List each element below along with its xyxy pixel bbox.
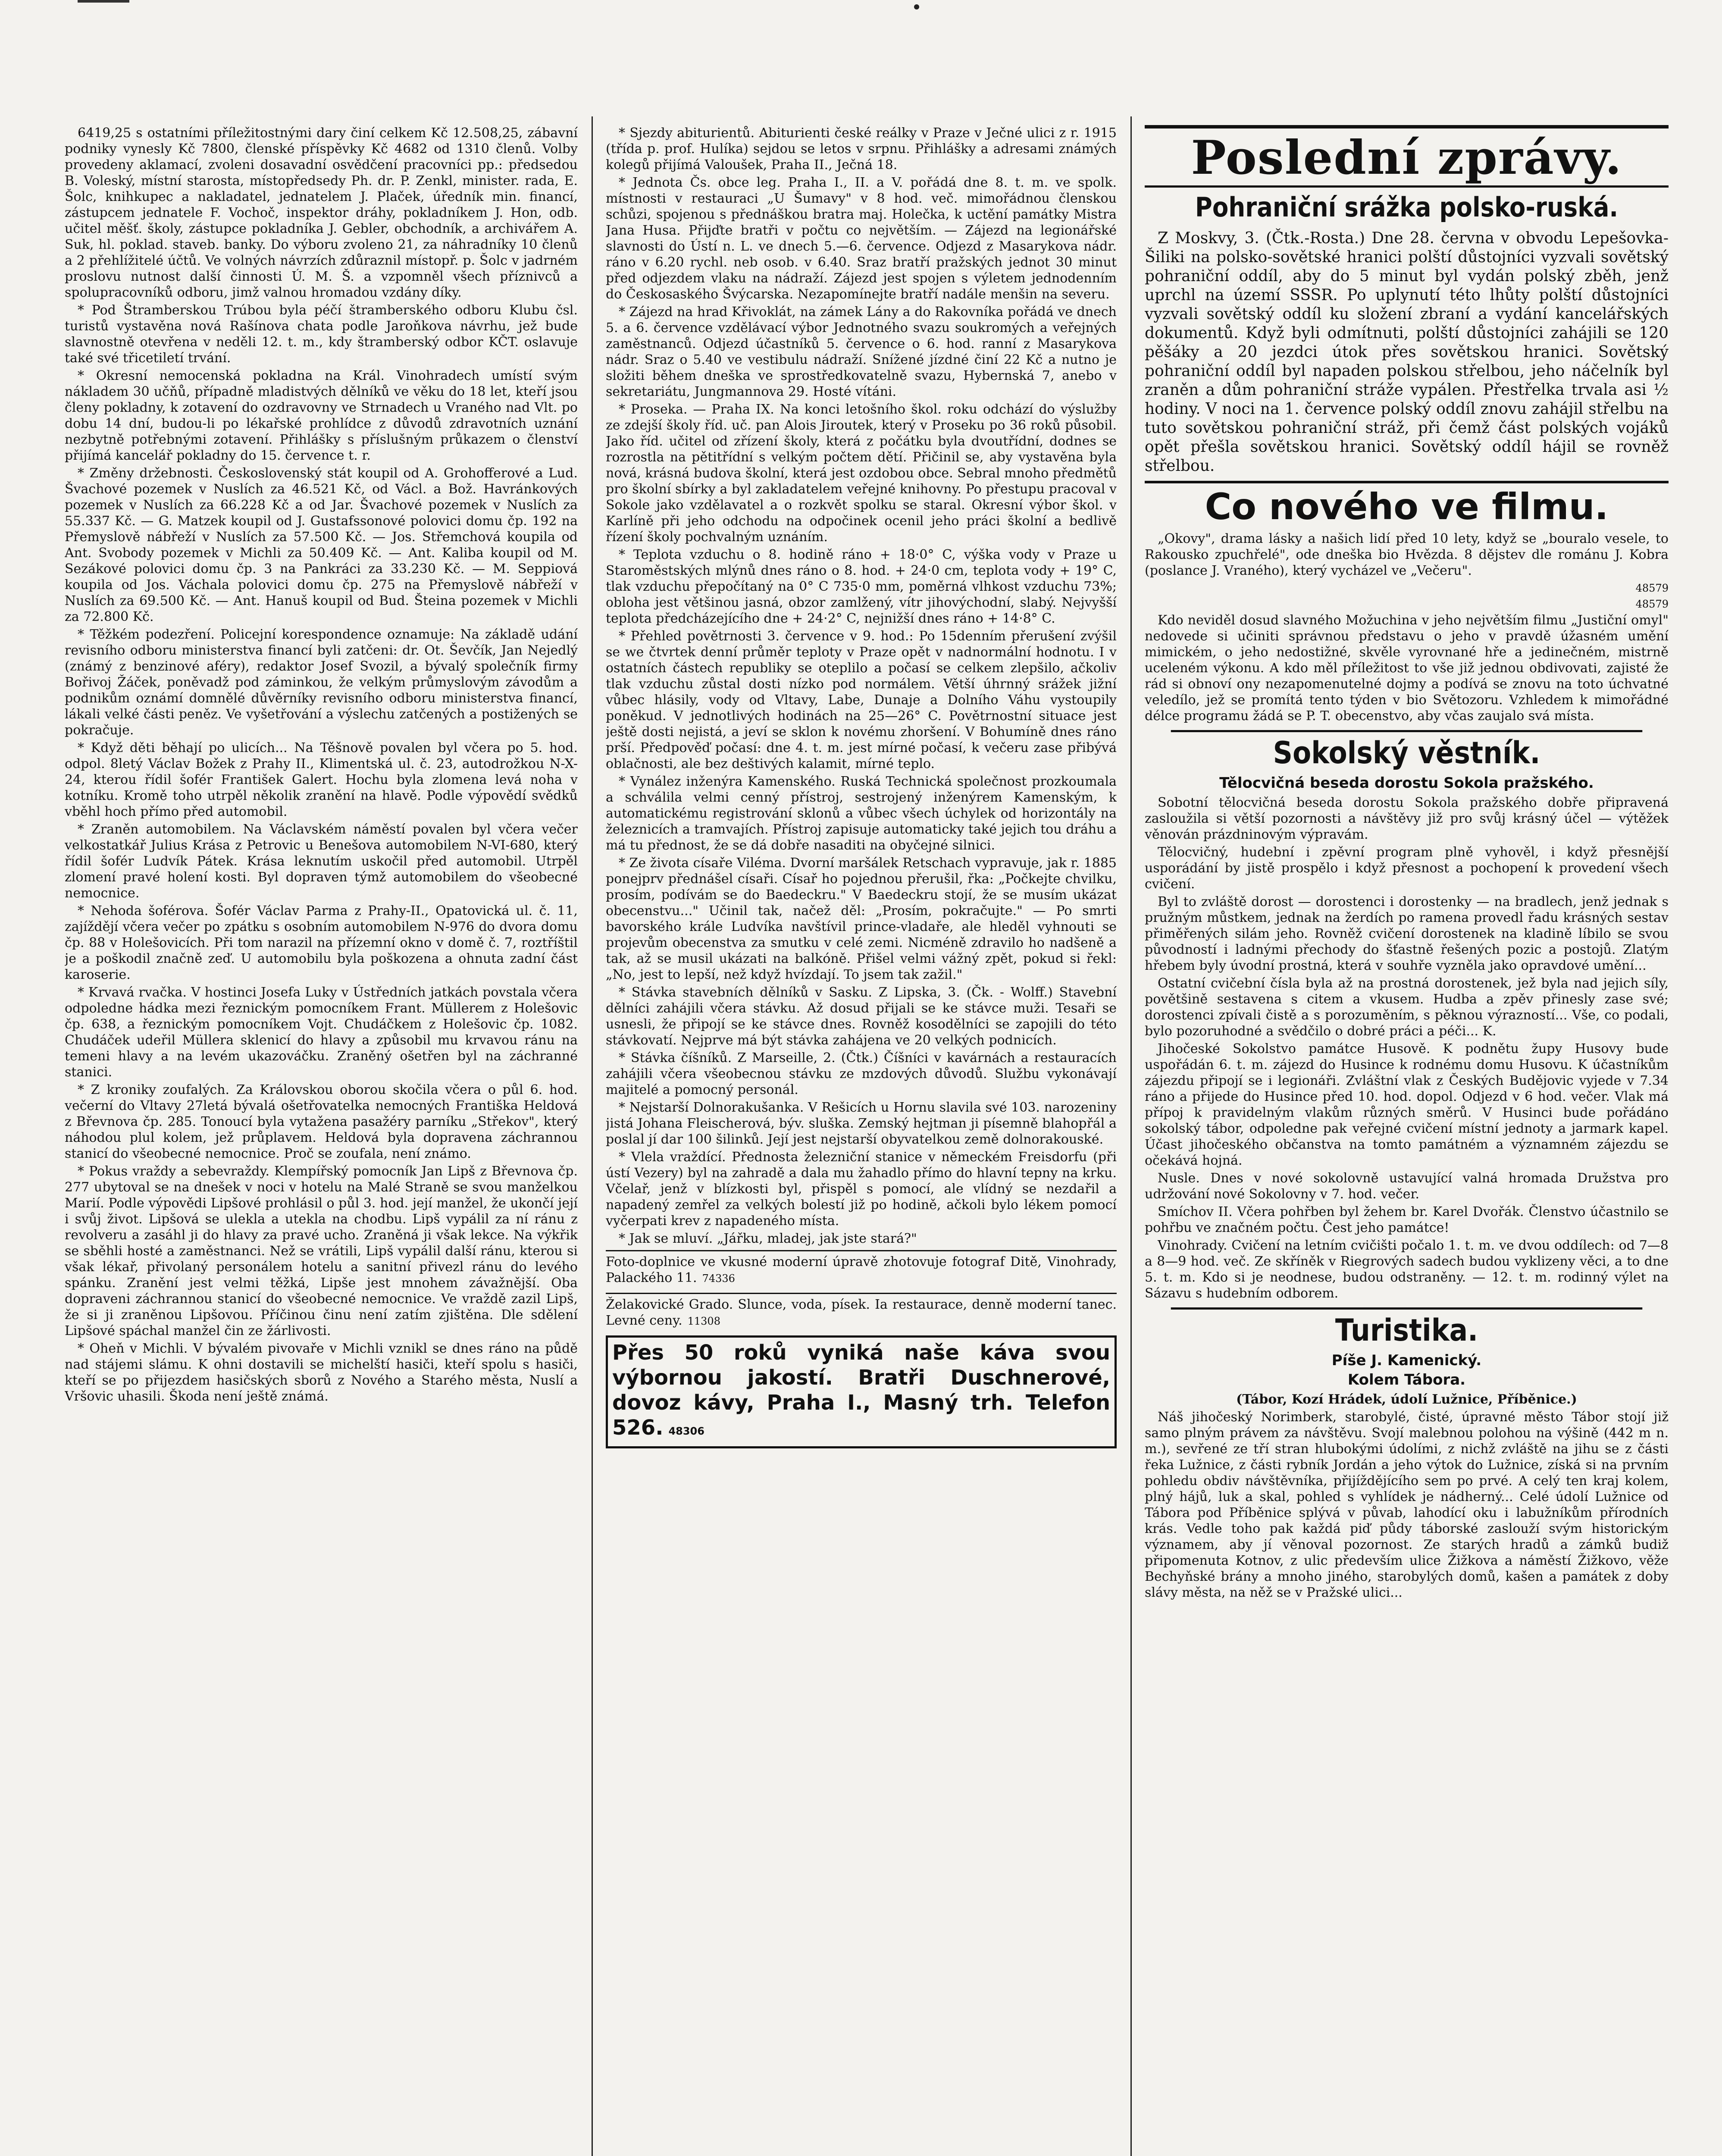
ad-text: Želakovické Grado. Slunce, voda, písek. Ia restaurace, denně moderní tanec. Levné ceny.: [606, 1297, 1117, 1328]
article-paragraph: Smíchov II. Včera pohřben byl žehem br. Karel Dvořák. Členstvo účastnilo se pohřbu ve značném počtu. Čest jeho památce!: [1145, 1204, 1669, 1235]
ad-number: 48579: [1635, 582, 1669, 594]
article-paragraph: 6419,25 s ostatními příležitostnými dary činí celkem Kč 12.508,25, zábavní podniky vynesly Kč 7800, členské příspěvky Kč 4682 od 1310 členů. Volby provedeny aklamací, zvoleni dosavadní osvědčení pracovníci pp.: předsedou B. Voleský, místní starosta, místopředsedy Ph. dr. P. Zenkl, minister. rada, E. Šolc, knihkupec a nakladatel, jednatelem J. Plaček, úředník min. financí, zástupcem jednatele F. Vochoč, inspektor dráhy, pokladníkem J. Hon, odb. učitel měšť. školy, zástupce pokladníka J. Gebler, obchodník, a archivářem A. Suk, hl. poklad. staveb. banky. Do výboru zvoleno 21, za náhradníky 10 členů a 2 přehlížitelé účtů. Ve volných návrzích zdůraznil místopř. p. Šolc v jadrném proslovu nutnost další činnosti Ú. M. Š. a vzpomněl všech příznivců a spolupracovníků odboru, jimž valnou hromadou vzdány díky.: [65, 125, 578, 300]
advertisement: [606, 1293, 1117, 1332]
article-paragraph: * Vlela vraždící. Přednosta železniční stanice v německém Freisdorfu (při ústí Vezery) byl na zahradě a dala mu žahadlo přímo do hlavní tepny na krku. Včelař, jenž v blízkosti byl, přispěl s pomocí, ale vlídný se nezdařil a napadený zemřel za velkých bolestí již po hodině, ačkoli bylo lékem pomocí vyčerpati krev z napadeného místa.: [606, 1150, 1117, 1228]
sokol-section-title: Sokolský věstník.: [1171, 730, 1643, 771]
tourism-route: (Tábor, Kozí Hrádek, údolí Lužnice, Příběnice.): [1236, 1392, 1577, 1407]
article-paragraph: Byl to zvláště dorost — dorostenci i dorostenky — na bradlech, jenž jednak s pružným můstkem, jednak na žerdích po ramena provedl řadu krásných sestav přiměřených silám jeho. Rovněž cvičení dorostenek na kladině líbilo se svou původností i ladnými přechody do šťastně řešených pozic a postojů. Zlatým hřebem byly úvodní prostná, která v souhře vyzněla jako opravdové umění...: [1145, 894, 1669, 973]
article-paragraph: * Přehled povětrnosti 3. července v 9. hod.: Po 15denním přerušení zvýšil se we čtvrtek denní průměr teploty v Praze opět v nadnormální hodnotu. I v ostatních částech republiky se oteplilo a počasí se celkem zlepšilo, ačkoliv tlak vzduchu zůstal dosti nízko pod normálem. Větší úhrnný srážek jižní vůbec hlásily, vody od Vltavy, Labe, Dunaje a Dolního Váhu vystoupily poněkud. V jednotlivých hodinách na 25—26° C. Povětrnostní situace jest ještě dosti nejistá, a jeví se sklon k novému zhoršení. V Bohumíně dnes ráno prší. Předpověď počasí: dne 4. t. m. jest mírné počasí, k večeru zase přibývá oblačnosti, ale bez deštivých kalamit, mírné teplo.: [606, 629, 1117, 771]
tourism-section-title: Turistika.: [1171, 1307, 1643, 1348]
tourism-author: Píše J. Kamenický.: [1331, 1352, 1482, 1369]
article-paragraph: * Proseka. — Praha IX. Na konci letošního škol. roku odchází do výslužby ze zdejší školy říd. uč. pan Alois Jiroutek, který v Proseku po 36 roků působil. Jako říd. učitel od zřízení školy, která z počátku byla dvoutřídní, dodnes se rozrostla na pětitřídní s velkým počtem dětí. Přičinil se, aby vystavěna byla nová, krásná budova školní, která jest ozdobou obce. Sebral mnoho předmětů pro školní sbírky a byl zakladatelem veřejné knihovny. Po přestupu pracoval v Sokole jako vzdělavatel a o rozkvět spolku se staral. Okresní výbor škol. v Karlíně při jeho odchodu na odpočinek ocenil jeho práci školní a bedlivě řízení školy pochvalným uznáním.: [606, 402, 1117, 545]
article-paragraph: * Těžkém podezření. Policejní korespondence oznamuje: Na základě udání revisního odboru ministerstva financí byli zatčeni: dr. Ot. Ševčík, Jan Nejedlý (známý z benzinové aféry), redaktor Josef Svozil, a bývalý společník firmy Bořivoj Žáček, poněvadž pod záminkou, že velkým průmyslovým závodům a podnikům oznámí domnělé důvěrníky revisního odboru ministerstva financí, lákali velké části peněz. Ve vyšetřování a výslechu zatčených a postižených se pokračuje.: [65, 627, 578, 738]
tourism-subhead: Kolem Tábora.: [1347, 1371, 1466, 1388]
column-rule-2: [1130, 116, 1132, 2156]
ad-number: 48579: [1635, 598, 1669, 610]
article-paragraph: * Nehoda šoférova. Šofér Václav Parma z Prahy-II., Opatovická ul. č. 11, zajíždějí včera večer po zpátku s osobním automobilem N-976 do dvora domu čp. 88 v Holešovicích. Při tom narazil na přízemní okno v domě č. 7, roztříštil je a poškodil značně zeď. U automobilu byla poškozena a ohnuta zadní část karoserie.: [65, 903, 578, 982]
advertisement: [606, 1335, 1117, 1448]
article-paragraph: Náš jihočeský Norimberk, starobylé, čisté, úpravné město Tábor stojí již samo plným právem za návštěvu. Svojí malebnou polohou na výšině (442 m n. m.), sevřené ze tří stran hlubokými údolími, z nichž zvláště na jihu se z části řeka Lužnice, z části rybník Jordán a jeho výtok do Lužnice, získá si na prvním pohledu obdiv návštěvníka, přijíždějícího sem po prvé. A celý ten kraj kolem, plný hájů, luk a skal, pohled s vyhlídek je nádherný... Celé údolí Lužnice od Tábora pod Příběnice splývá v půvab, lahodící oku i labužníkům přírodních krás. Vedle toho pak každá piď půdy táborské zaslouží svým historickým významem, aby jí věnoval pozornost. Ze starých hradů a zámků budiž připomenuta Kotnov, z ulic především ulice Žižkova a náměstí Žižkovo, věže Bechyňské brány a mnoho jiného, starobylých domů, kašen a památek z doby slávy města, na něž se v Pražské ulici...: [1145, 1410, 1669, 1600]
article-paragraph: Jihočeské Sokolstvo památce Husově. K podnětu župy Husovy bude uspořádán 6. t. m. zájezd do Husince k rodnému domu Husovu. K účastníkům zájezdu připojí se i legionáři. Zvláštní vlak z Českých Budějovic vyjede v 7.34 ráno a přijede do Husince před 10. hod. dopol. Odjezd v 6 hod. večer. Vlak má přípoj k pravidelným vlakům různých směrů. V Husinci bude pořádáno sokolský tábor, odpoledne pak veřejné cvičení místní jednoty a jarmark kapel. Účast jihočeského občanstva na tomto památném a významném zájezdu se očekává hojná.: [1145, 1041, 1669, 1168]
article-paragraph: Z Moskvy, 3. (Čtk.-Rosta.) Dne 28. června v obvodu Lepešovka-Šiliki na polsko-sovětské hranici polští důstojníci vyzvali sovětský pohraniční oddíl, aby do 5 minut byl vydán polský zběh, jenž uprchl na území SSSR. Po uplynutí této lhůty polští důstojníci vyzvali sovětský oddíl ku složení zbraní a vydání kancelářských dokumentů. Když byli odmítnuti, polští důstojníci zahájili se 120 pěšáky a 20 jezdci útok přes sovětskou hranici. Sovětský pohraniční oddíl byl napaden polskou střelbou, jeho náčelník byl zraněn a dům pohraniční stráže vypálen. Přestřelka trvala asi ½ hodiny. V noci na 1. července polský oddíl znovu zahájil střelbu na tuto sovětskou pohraniční stráž, při čemž část polských vojáků opět přešla sovětskou hranici. Sovětský oddíl hájil se rovněž střelbou.: [1145, 229, 1669, 475]
article-paragraph: Vinohrady. Cvičení na letním cvičišti počalo 1. t. m. ve dvou oddílech: od 7—8 a 8—9 hod. več. Ze skříněk v Riegrových sadech budou vyklizeny věci, a to dne 5. t. m. Kdo si je neodnese, budou odstraněny. — 12. t. m. rodinný výlet na Sázavu s hudebním odborem.: [1145, 1238, 1669, 1301]
article-paragraph: „Okovy", drama lásky a našich lidí před 10 lety, když se „bouralo vesele, to Rakousko zpuchřelé", ode dneška bio Hvězda. 8 dějstev dle románu J. Kobra (poslance J. Vraného), který vycházel ve „Večeru".: [1145, 531, 1669, 578]
article-paragraph: * Změny držebnosti. Československý stát koupil od A. Grohofferové a Lud. Švachové pozemek v Nuslích za 46.521 Kč, od Václ. a Bož. Havránkových pozemek v Nuslích za 66.228 Kč a od Jar. Švachové pozemek v Nuslích za 55.337 Kč. — G. Matzek koupil od J. Gustafssonové polovici domu čp. 192 na Přemyslově nábřeží v Nuslích za 57.500 Kč. — Jos. Střemchová koupila od Ant. Svobody pozemek v Michli za 50.409 Kč. — Ant. Kaliba koupil od M. Sezákové polovici domu čp. 3 na Pankráci za 33.230 Kč. — M. Seppiová koupila od Jos. Váchala polovici domu čp. 275 na Přemyslově nábřeží v Nuslích za 69.500 Kč. — Ant. Hanuš koupil od Bud. Šteina pozemek v Michli za 72.800 Kč.: [65, 466, 578, 624]
sokol-subhead: Tělocvičná beseda dorostu Sokola pražského.: [1219, 774, 1594, 792]
article-paragraph: * Stávka stavebních dělníků v Sasku. Z Lipska, 3. (Čk. - Wolff.) Stavební dělníci zahájili včera stávku. Až dosud přijali se ke stávce muži. Tesaři se usnesli, že připojí se ke stávce dnes. Rovněž kosodělníci se zapojili do této stávkovatí. Nejprve má být stávka zahájena ve 20 velkých podnicích.: [606, 985, 1117, 1048]
advertisement: [606, 1250, 1117, 1289]
top-edge-mark: [78, 0, 129, 3]
article-paragraph: * Pokus vraždy a sebevraždy. Klempířský pomocník Jan Lipš z Břevnova čp. 277 ubytoval se na dnešek v noci v hotelu na Malé Straně se svou manželkou Marií. Podle výpovědi Lipšové prohlásil o půl 3. hod. její manžel, že ukončí její i svůj život. Lipšová se ulekla a utekla na chodbu. Lipš vypálil za ní ránu z revolveru a zasáhl ji do hlavy za pravé ucho. Zraněná ji však lekce. Na výkřik se sběhli hosté a zaměstnanci. Než se vrátili, Lipš vypálil další ránu, kterou si však lékař, přivolaný personálem hotelu a sanitní přivezl ránu do levého spánku. Zranění jest velmi těžká, Lipše jest mnohem závažnější. Oba dopraveni záchrannou stanicí do všeobecné nemocnice. Ve vraždě zazil Lipš, že si ji zraněnou Lipšovou. Příčinou činu není zatím zjištěna. Dle sdělení Lipšové spáchal manžel čin ze žárlivosti.: [65, 1164, 578, 1338]
article-paragraph: * Sjezdy abiturientů. Abiturienti české reálky v Praze v Ječné ulici z r. 1915 (třída p. prof. Hulíka) sejdou se letos v srpnu. Přihlášky a adresami známých kolegů přijímá Valoušek, Praha II., Ječná 18.: [606, 125, 1117, 172]
page-dot: [914, 4, 919, 9]
column-rule-1: [592, 116, 593, 2156]
article-paragraph: * Když děti běhají po ulicích... Na Těšnově povalen byl včera po 5. hod. odpol. 8letý Václav Božek z Prahy II., Klimentská ul. č. 23, autodrožkou N-X-24, kterou řídil šofér František Galert. Hochu byla zlomena levá noha v kotníku. Kromě toho utrpěl několik zranění na hlavě. Podle výpovědí svědků vběhl hoch přímo před automobil.: [65, 740, 578, 819]
latest-news-title: Poslední zprávy.: [1191, 131, 1622, 185]
article-paragraph: * Nejstarší Dolnorakušanka. V Rešicích u Hornu slavila své 103. narozeniny jistá Johana Fleischerová, býv. sluška. Zemský hejtman ji písemně blahopřál a poslal jí dar 100 šilinků. Její jest nejstarší obyvatelkou země dolnorakouské.: [606, 1100, 1117, 1147]
article-paragraph: * Zájezd na hrad Křivoklát, na zámek Lány a do Rakovníka pořádá ve dnech 5. a 6. července vzdělávací výbor Jednotného svazu soukromých a veřejných zaměstnanců. Odjezd účastníků 5. července o 6. hod. ranní z Masarykova nádr. Sraz o 5.40 ve vestibulu nádraží. Snížené jízdné činí 22 Kč a nutno je složiti během dneška ve sprostředkovatelně svazu, Hybernská 7, anebo v sekretariátu, Jungmannova 29. Hosté vítáni.: [606, 304, 1117, 399]
ad-number: 74336: [702, 1272, 735, 1285]
article-paragraph: * Jak se mluví. „Jářku, mladej, jak jste stará?": [619, 1231, 917, 1246]
article-paragraph: * Zraněn automobilem. Na Václavském náměstí povalen byl včera večer velkostatkář Julius Krása z Petrovic u Benešova automobilem N-VI-680, který řídil šofér Ludvík Pátek. Krása leknutím uskočil před automobil. Utrpěl zlomení pravé holení kosti. Byl dopraven týmž automobilem do všeobecné nemocnice.: [65, 822, 578, 901]
article-paragraph: * Krvavá rvačka. V hostinci Josefa Luky v Ústředních jatkách povstala včera odpoledne hádka mezi řeznickým pomocníkem Frant. Müllerem z Holešovic čp. 638, a řeznickým pomocníkem Vojt. Chudáčkem z Holešovic čp. 1082. Chudáček udeřil Müllera sklenicí do hlavy a způsobil mu krvavou ránu na temeni hlavy a na levém ukazováčku. Zraněný ošetřen byl na záchranné stanici.: [65, 985, 578, 1080]
article-paragraph: * Teplota vzduchu o 8. hodině ráno + 18·0° C, výška vody v Praze u Staroměstských mlýnů dnes ráno o 8. hod. + 24·0 cm, teplota vody + 19° C, tlak vzduchu přepočítaný na 0° C 735·0 mm, poměrná vlhkost vzduchu 73%; obloha jest většinou jasná, obzor zamlžený, vítr jihovýchodní, slabý. Nejvyšší teplota předcházejícího dne + 24·2° C, nejnižší dnes ráno + 14·8° C.: [606, 547, 1117, 626]
article-paragraph: Tělocvičný, hudební i zpěvní program plně vyhověl, i když přesnější usporádání by jistě prospělo i když přesnost a pochopení k provedení všech cvičení.: [1145, 845, 1669, 892]
article-paragraph: * Okresní nemocenská pokladna na Král. Vinohradech umístí svým nákladem 30 učňů, případně mladistvých dělníků ve věku do 18 let, kteří jsou členy pokladny, k zotavení do ozdravovny ve Strnadech u Vraného nad Vlt. po dobu 14 dní, budou-li po lékařské prohlídce z důvodů zdravotních uznání nezbytně potřebnými zotavení. Přihlášky s příslušným průkazem o členství přijímá kancelář pokladny do 15. července t. r.: [65, 368, 578, 463]
newspaper-page: [65, 108, 1669, 2156]
film-section-title: Co nového ve filmu.: [1145, 481, 1669, 527]
ad-number: 48306: [668, 1425, 704, 1437]
news-headline: Pohraniční srážka polsko-ruská.: [1195, 191, 1619, 223]
article-paragraph: Nusle. Dnes v nové sokolovně ustavující valná hromada Družstva pro udržování nové Sokolovny v 7. hod. večer.: [1145, 1171, 1669, 1202]
article-paragraph: * Vynález inženýra Kamenského. Ruská Technická společnost prozkoumala a schválila velmi cenný přístroj, sestrojený inženýrem Kamenským, k automatickému registrování sklonů a vůbec všech úchylek od horizontály na železnicích a tramvajích. Přístroj zapisuje automaticky také jejich tou dráhu a má tu přednost, že se dá dobře nasaditi na obyčejné silnici.: [606, 774, 1117, 853]
article-paragraph: * Pod Štramberskou Trúbou byla péčí štramberského odboru Klubu čsl. turistů vystavěna nová Rašínova chata podle Jaroňkova návrhu, jež bude slavnostně otevřena v neděli 12. t. m., kdy štramberský odbor KČT. oslavuje také své třicetiletí trvání.: [65, 303, 578, 366]
column-3: [1145, 125, 1669, 2156]
column-2: [606, 125, 1117, 2156]
article-paragraph: * Oheň v Michli. V bývalém pivovaře v Michli vznikl se dnes ráno na půdě nad stájemi slámu. K ohni dostavili se michelští hasiči, kteří spolu s hasiči, kteří se po přijezdem hasičských sborů z Nového a Starého města, Nuslí a Vršovic uhasili. Škoda není ještě známá.: [65, 1341, 578, 1404]
article-paragraph: * Ze života císaře Viléma. Dvorní maršálek Retschach vypravuje, jak r. 1885 ponejprv přednášel císaři. Císař ho pojednou přerušil, řka: „Počkejte chvilku, prosím, podívám se do Baedeckru." V Baedeckru stojí, že se musím ukázat obecenstvu..." Učinil tak, načež děl: „Prosím, pokračujte." — Po smrti bavorského krále Ludvíka navštívil prince-vladaře, ale hleděl vyhnouti se projevům obecenstva za smutku v celé zemi. Nicméně zdravilo ho nadšeně a tak, až se musil ukázati na balkóně. Přišel velmi vážný zpět, pokud si řekl: „No, jest to lepší, než když hvízdají. To jsem tak zažil.": [606, 856, 1117, 982]
ad-text: Foto-doplnice ve vkusné moderní úpravě zhotovuje fotograf Ditě, Vinohrady, Palackého 11.: [606, 1254, 1117, 1285]
ad-text: Přes 50 roků vyniká naše káva svou výbornou jakostí. Bratři Duschnerové, dovoz kávy, Praha I., Masný trh. Telefon 526.: [612, 1341, 1110, 1440]
article-paragraph: Sobotní tělocvičná beseda dorostu Sokola pražského dobře připravená zasloužila si větší pozornosti a návštěvy již pro svůj krásný účel — výtěžek věnován prázdninovým výpravám.: [1145, 795, 1669, 842]
article-paragraph: Ostatní cvičební čísla byla až na prostná dorostenek, jež byla nad jejich síly, povětšině sestavena s citem a vkusem. Hudba a zpěv přinesly zase své; dorostenci zpívali čistě a s porozuměním, s pěknou výrazností... Vše, co podali, bylo pozoruhodné a svědčilo o dobré práci a péči... K.: [1145, 976, 1669, 1039]
article-paragraph: Kdo neviděl dosud slavného Možuchina v jeho největším filmu „Justiční omyl" nedovede si učiniti správnou představu o jeho v pravdě úžasném umění mimickém, o jeho nedostižné, skvěle vyrovnané hře a jedinečném, mistrně uceleném výkonu. A kdo měl příležitost to vše již jednou obdivovati, zajisté že rád si obnoví ony nezapomenutelné dojmy a podívá se znovu na toto úchvatné veledílo, jež se promítá tento týden v bio Světozoru. Vzhledem k mimořádné délce programu žádá se P. T. obecenstvo, aby včas zaujalo svá místa.: [1145, 613, 1669, 724]
article-paragraph: * Stávka číšníků. Z Marseille, 2. (Čtk.) Číšníci v kavárnách a restauracích zahájili včera všeobecnou stávku ze mzdových důvodů. Službu vykonávají majitelé a pomocný personál.: [606, 1050, 1117, 1097]
article-paragraph: * Z kroniky zoufalých. Za Královskou oborou skočila včera o půl 6. hod. večerní do Vltavy 27letá bývalá ošetřovatelka nemocných Františka Heldová z Břevnova čp. 285. Tonoucí byla vytažena pasažéry parníku „Střekov", který náhodou plul kolem, jež průplavem. Heldová byla dopravena záchrannou stanicí do všeobecné nemocnice. Proč se zoufala, není známo.: [65, 1082, 578, 1161]
latest-news-banner: [1145, 125, 1669, 188]
article-paragraph: * Jednota Čs. obce leg. Praha I., II. a V. pořádá dne 8. t. m. ve spolk. místnosti v restauraci „U Šumavy" v 8 hod. več. mimořádnou členskou schůzi, spojenou s přednáškou bratra maj. Holečka, k uctění památky Mistra Jana Husa. Přijďte bratři v počtu co největším. — Zájezd na legionářské slavnosti do Ústí n. L. ve dnech 5.—6. července. Odjezd z Masarykova nádr. ráno v 6.20 rychl. neb osob. v 6.40. Sraz bratří pražských jednot 30 minut před odjezdem vlaku na nádraží. Zájezd jest spojen s výletem jednodenním do Českosaského Švýcarska. Nezapomínejte bratří nadále menšin na severu.: [606, 175, 1117, 302]
ad-number: 11308: [687, 1315, 720, 1327]
column-1: [65, 125, 578, 2156]
